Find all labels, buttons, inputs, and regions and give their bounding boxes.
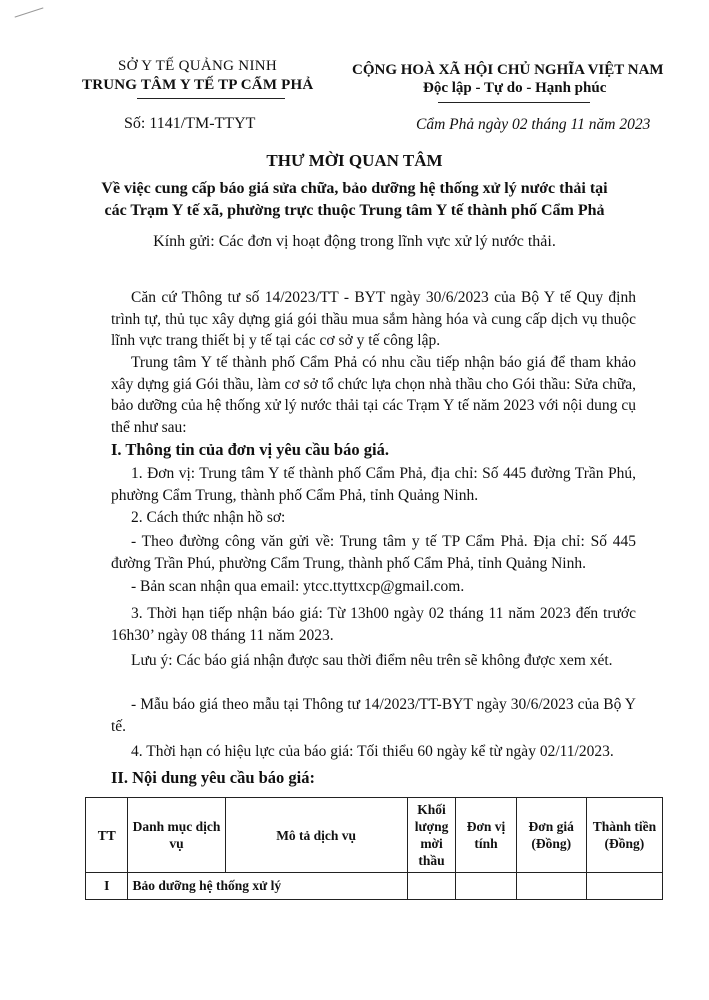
col-header-tt: TT <box>86 798 128 873</box>
motto-underline <box>438 102 590 103</box>
subject-line-2: các Trạm Y tế xã, phường trực thuộc Trung tâm Y tế thành phố Cẩm Phả <box>104 202 605 219</box>
col-header-quantity: Khối lượng mời thầu <box>407 798 456 873</box>
item-email-method: - Bản scan nhận qua email: ytcc.ttyttxcp@gmail.com. <box>131 578 465 595</box>
item-deadline: 3. Thời hạn tiếp nhận báo giá: Từ 13h00 ngày 02 tháng 11 năm 2023 đến trước 16h30’ ngày 08 tháng 11 năm 2023. <box>111 605 636 644</box>
request-table <box>85 797 663 900</box>
document-number: Số: 1141/TM-TTYT <box>124 115 256 132</box>
cell-tt: I <box>86 873 128 900</box>
org-parent: SỞ Y TẾ QUẢNG NINH <box>118 58 278 74</box>
col-header-category: Danh mục dịch vụ <box>128 798 225 873</box>
item-receive-method: 2. Cách thức nhận hồ sơ: <box>131 509 286 526</box>
table-row <box>86 873 663 900</box>
org-name: TRUNG TÂM Y TẾ TP CẨM PHẢ <box>82 77 314 93</box>
item-validity: 4. Thời hạn có hiệu lực của báo giá: Tối thiểu 60 ngày kể từ ngày 02/11/2023. <box>131 743 614 760</box>
scan-mark <box>15 7 44 17</box>
col-header-unit-price: Đơn giá (Đồng) <box>516 798 586 873</box>
cell-total <box>586 873 662 900</box>
section-2-heading: II. Nội dung yêu cầu báo giá: <box>111 768 316 787</box>
col-header-total: Thành tiền (Đồng) <box>586 798 662 873</box>
item-post-method: - Theo đường công văn gửi về: Trung tâm y tế TP Cẩm Phả. Địa chỉ: Số 445 đường Trần Phú, phường Cẩm Trung, thành phố Cẩm Phả, tỉnh Quảng Ninh. <box>111 533 636 572</box>
document-title: THƯ MỜI QUAN TÂM <box>266 151 443 170</box>
cell-unit <box>456 873 516 900</box>
item-quote-template: - Mẫu báo giá theo mẫu tại Thông tư 14/2023/TT-BYT ngày 30/6/2023 của Bộ Y tế. <box>111 696 636 735</box>
cell-category: Bảo dưỡng hệ thống xử lý <box>128 873 407 900</box>
national-title: CỘNG HOÀ XÃ HỘI CHỦ NGHĨA VIỆT NAM <box>352 62 664 78</box>
org-underline <box>137 98 285 99</box>
paragraph-request: Trung tâm Y tế thành phố Cẩm Phả có nhu cầu tiếp nhận báo giá để tham khảo xây dựng giá Gói thầu, làm cơ sở tổ chức lựa chọn nhà thầu cho Gói thầu: Sửa chữa, bảo dưỡng của hệ thống xử lý nước thải tại các Trạm Y tế năm 2023 với nội dung cụ thể như sau: <box>111 354 636 436</box>
paragraph-legal-basis: Căn cứ Thông tư số 14/2023/TT - BYT ngày 30/6/2023 của Bộ Y tế Quy định trình tự, thủ tục xây dựng giá gói thầu mua sắm hàng hóa và cung cấp dịch vụ thuộc lĩnh vực trang thiết bị y tế tại các cơ sở y tế công lập. <box>111 289 636 349</box>
subject-line-1: Về việc cung cấp báo giá sửa chữa, bảo dưỡng hệ thống xử lý nước thải tại <box>101 180 608 197</box>
section-1-heading: I. Thông tin của đơn vị yêu cầu báo giá. <box>111 440 389 459</box>
note-late-quotes: Lưu ý: Các báo giá nhận được sau thời điểm nêu trên sẽ không được xem xét. <box>131 652 613 669</box>
table-header-row <box>86 798 663 873</box>
greeting: Kính gửi: Các đơn vị hoạt động trong lĩnh vực xử lý nước thải. <box>153 233 556 250</box>
document-date: Cẩm Phả ngày 02 tháng 11 năm 2023 <box>416 116 651 133</box>
national-motto: Độc lập - Tự do - Hạnh phúc <box>423 80 607 96</box>
cell-quantity <box>407 873 456 900</box>
col-header-description: Mô tả dịch vụ <box>225 798 407 873</box>
col-header-unit: Đơn vị tính <box>456 798 516 873</box>
cell-unit-price <box>516 873 586 900</box>
item-unit-info: 1. Đơn vị: Trung tâm Y tế thành phố Cẩm Phả, địa chỉ: Số 445 đường Trần Phú, phường Cẩm Trung, thành phố Cẩm Phả, tỉnh Quảng Ninh. <box>111 465 636 504</box>
